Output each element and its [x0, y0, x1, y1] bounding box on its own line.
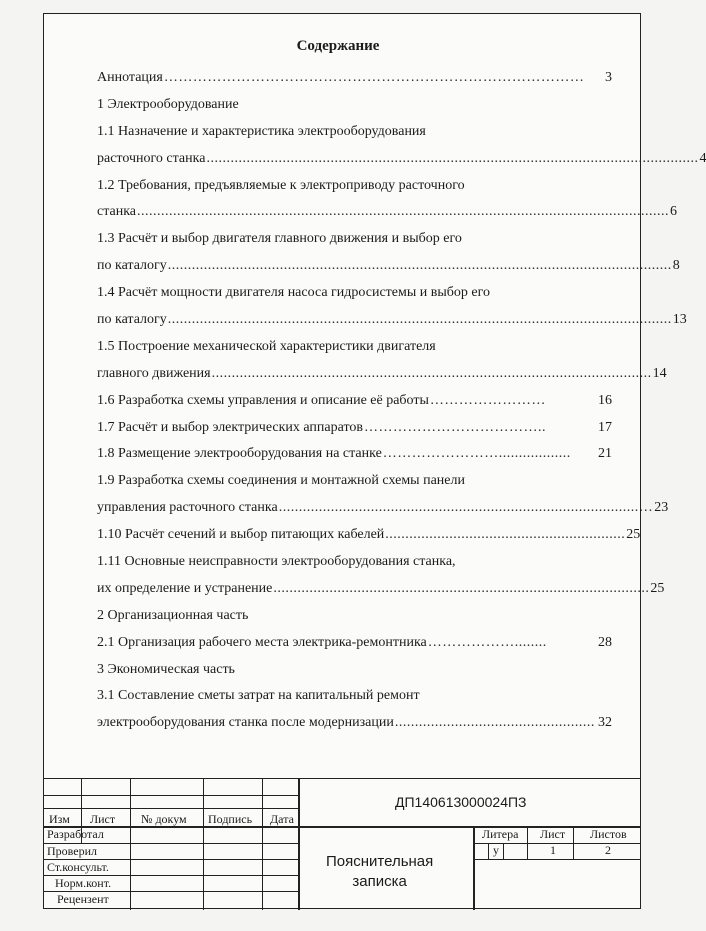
toc-entry-label: 1.7 Расчёт и выбор электрических аппаратов — [97, 419, 364, 435]
toc-entry-label: Аннотация — [97, 70, 163, 85]
listov-value: 2 — [605, 843, 611, 857]
toc-entry-leader: .................................................. — [394, 715, 595, 731]
toc-row — [97, 178, 612, 205]
toc-entry-page: 13 — [672, 312, 687, 328]
toc-row — [97, 258, 680, 285]
document-name-line2: записка — [352, 873, 407, 890]
toc-entry-leader: ………………........ — [427, 634, 547, 650]
header-data: Дата — [270, 812, 294, 826]
toc-entry-label: 1.10 Расчёт сечений и выбор питающих кабелей — [97, 527, 385, 543]
toc-row — [97, 204, 678, 231]
role-st-konsult: Ст.консульт. — [47, 860, 109, 874]
toc-entry-label: 1 Электрооборудование — [97, 96, 239, 112]
toc-entry-label: 1.11 Основные неисправности электрооборудования станка, — [97, 554, 456, 570]
toc-entry-label: главного движения — [97, 365, 211, 381]
toc-row — [97, 527, 641, 554]
toc-row — [97, 554, 612, 581]
toc-row — [97, 393, 612, 420]
toc-entry-label: по каталогу — [97, 312, 167, 328]
document-name — [326, 852, 433, 892]
toc-entry-leader: …………………….................. — [382, 446, 571, 462]
toc-row — [97, 662, 612, 689]
toc-row — [97, 365, 667, 393]
toc-entry-label: станка — [97, 204, 137, 220]
toc-entry-label: 1.2 Требования, предъявляемые к электроприводу расточного — [97, 177, 465, 193]
toc-entry-leader: ..................................................................................................................................... — [137, 204, 670, 220]
toc-entry-page: 21 — [598, 446, 612, 462]
toc-entry-label: расточного станка — [97, 150, 206, 166]
toc-entry-page: 4 — [699, 150, 706, 166]
header-list: Лист — [90, 812, 116, 826]
header-no-dokum: № докум — [141, 812, 187, 826]
toc-entry-label: электрооборудования станка после модернизации — [97, 715, 394, 731]
toc-entry-page: 25 — [650, 580, 665, 596]
document-code: ДП140613000024ПЗ — [395, 794, 527, 810]
toc-row — [97, 312, 687, 339]
toc-row — [97, 446, 612, 473]
toc-entry-leader: .............................................................................................. — [273, 580, 650, 596]
toc-entry-page: 23 — [654, 500, 669, 516]
toc-entry-label: по каталогу — [97, 258, 167, 274]
document-name-line1: Пояснительная — [326, 853, 434, 870]
toc-row — [97, 339, 612, 366]
toc-entry-label: 3 Экономическая часть — [97, 661, 235, 677]
toc-entry-page: 8 — [672, 258, 680, 274]
toc-entry-label: 3.1 Составление сметы затрат на капитальный ремонт — [97, 688, 420, 704]
role-razrabotal: Разработал — [47, 827, 104, 841]
toc-row — [97, 473, 612, 500]
table-of-contents — [97, 70, 706, 742]
listov-label: Листов — [590, 827, 627, 841]
toc-entry-leader: ............................................................ — [385, 527, 626, 543]
document-title: Содержание — [296, 38, 380, 54]
header-izm: Изм — [49, 812, 70, 826]
toc-row — [97, 688, 612, 715]
toc-entry-leader: .............................................................................................................. — [211, 365, 652, 381]
toc-entry-label: 1.9 Разработка схемы соединения и монтажной схемы панели — [97, 473, 465, 489]
toc-entry-label: их определение и устранение — [97, 580, 273, 596]
toc-row — [97, 124, 612, 151]
toc-row — [97, 231, 612, 258]
list-label: Лист — [540, 827, 566, 841]
toc-entry-label: 1.6 Разработка схемы управления и описание её работы — [97, 392, 429, 408]
toc-row — [97, 635, 612, 662]
toc-row — [97, 608, 612, 635]
toc-entry-page: 16 — [598, 392, 612, 408]
toc-entry-label: 1.1 Назначение и характеристика электрооборудования — [97, 123, 426, 139]
toc-entry-label: 1.3 Расчёт и выбор двигателя главного движения и выбор его — [97, 231, 462, 247]
toc-entry-leader: .............................................................................................................................. — [167, 312, 672, 328]
litera-label: Литера — [482, 827, 519, 841]
toc-entry-page: 32 — [598, 715, 612, 731]
toc-entry-label: 1.8 Размещение электрооборудования на станке — [97, 446, 382, 462]
toc-entry-leader: ……………………………….. — [364, 419, 547, 435]
toc-entry-page: 25 — [626, 527, 641, 543]
toc-entry-leader: ..........................................................................................… — [278, 500, 654, 516]
toc-entry-label: 1.4 Расчёт мощности двигателя насоса гидросистемы и выбор его — [97, 285, 491, 301]
role-norm-kont: Норм.конт. — [55, 876, 112, 890]
toc-row — [97, 580, 665, 608]
role-proveril: Проверил — [47, 844, 97, 858]
toc-entry-page: 14 — [652, 365, 667, 381]
toc-row — [97, 420, 612, 447]
toc-entry-label: 2.1 Организация рабочего места электрика-ремонтника — [97, 634, 427, 650]
toc-row — [97, 97, 612, 124]
toc-row — [97, 285, 612, 312]
toc-entry-label: 2 Организационная часть — [97, 607, 249, 623]
litera-value: у — [493, 843, 499, 857]
toc-entry-leader: …………………… — [429, 392, 546, 408]
toc-entry-label: управления расточного станка — [97, 500, 278, 516]
toc-row — [97, 500, 669, 527]
toc-row — [97, 715, 612, 742]
toc-entry-page: 3 — [605, 70, 612, 85]
toc-entry-page: 17 — [598, 419, 612, 435]
toc-entry-leader: .............................................................................................................................. — [167, 258, 672, 274]
toc-row — [97, 150, 706, 178]
toc-entry-page: 28 — [598, 634, 612, 650]
header-podpis: Подпись — [208, 812, 253, 826]
role-recenzent: Рецензент — [57, 892, 109, 906]
toc-row — [97, 70, 612, 97]
toc-entry-label: 1.5 Построение механической характеристики двигателя — [97, 338, 436, 354]
toc-entry-leader: ........................................................................................................................... — [206, 150, 699, 166]
toc-entry-page: 6 — [670, 204, 678, 220]
list-value: 1 — [550, 843, 556, 857]
toc-entry-leader: …………………………………………………………………………… — [163, 70, 585, 85]
